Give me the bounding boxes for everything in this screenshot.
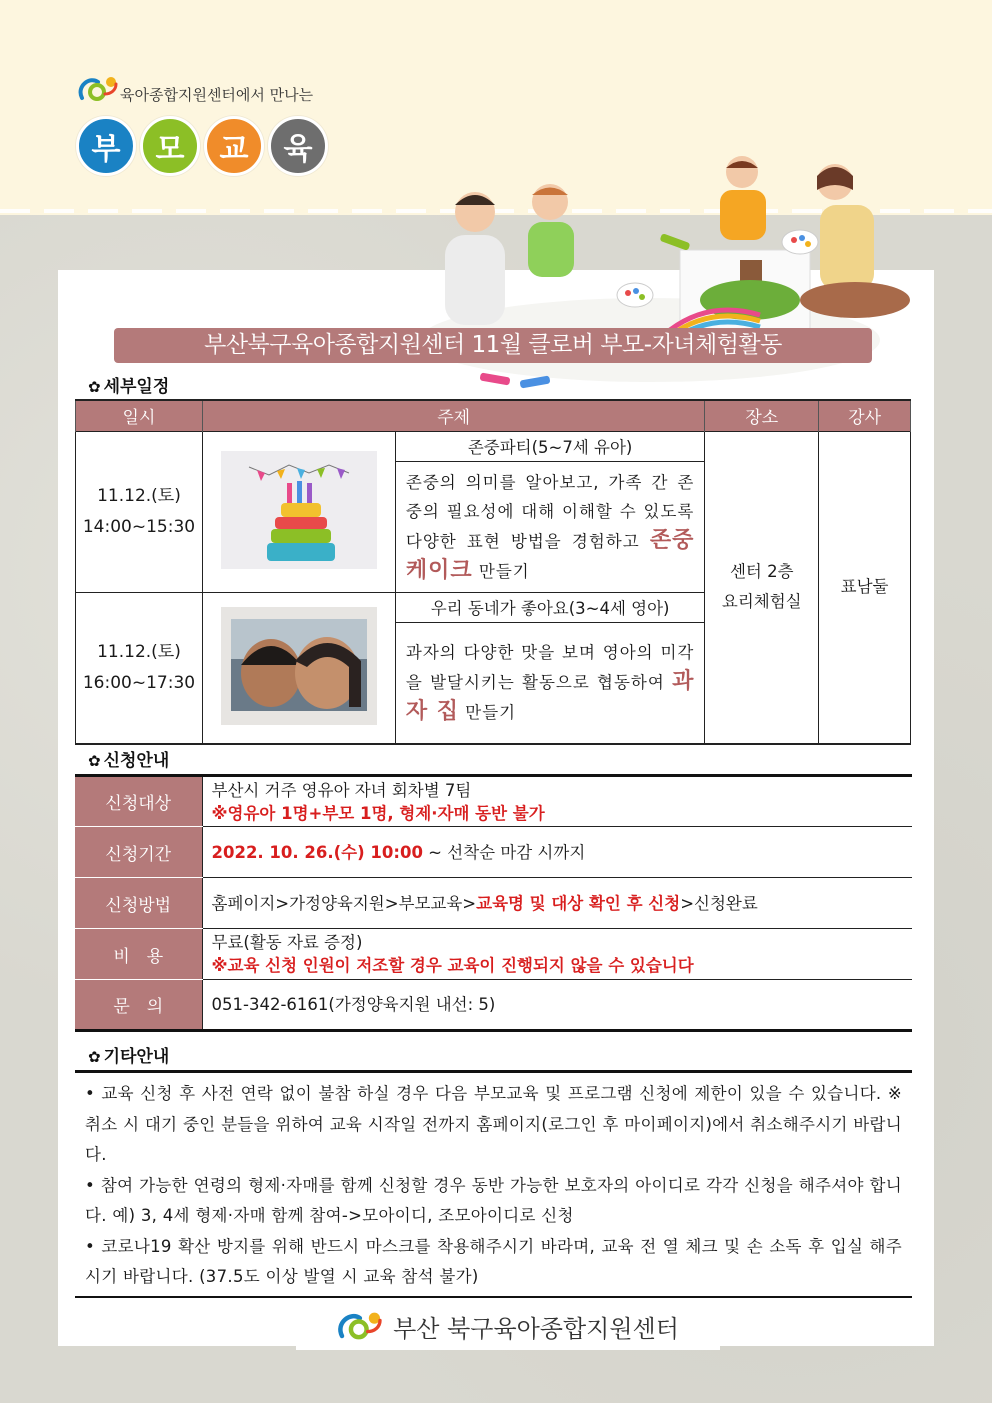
- note-item: • 코로나19 확산 방지를 위해 반드시 마스크를 착용해주시기 바라며, 교육 전 열 체크 및 손 소독 후 입실 해주시기 바랍니다. (37.5도 이상 발열 시 교육 참석 불가): [85, 1236, 902, 1286]
- flower-bullet-icon: ✿: [88, 752, 101, 770]
- flower-bullet-icon: ✿: [88, 378, 101, 396]
- title-circle-4: 육: [268, 116, 328, 176]
- apply-row-target: [75, 776, 912, 827]
- apply-row-cost: [75, 929, 912, 980]
- schedule-row-1: [76, 431, 911, 461]
- apply-label-cost: 비 용: [75, 929, 202, 980]
- apply-value-cost: 무료(활동 자료 증정) ※교육 신청 인원이 저조할 경우 교육이 진행되지 않을 수 있습니다: [202, 929, 912, 980]
- title-circle-1: 부: [76, 116, 136, 176]
- apply-value-contact: 051-342-6161(가정양육지원 내선: 5): [211, 995, 496, 1014]
- col-header-instructor: 강사: [819, 400, 911, 431]
- apply-label-period: 신청기간: [75, 827, 202, 878]
- schedule-header-row: [76, 400, 911, 431]
- session-1-title: 존중파티(5~7세 유아): [395, 431, 704, 461]
- birthday-cake-icon: [221, 451, 377, 569]
- apply-row-contact: [75, 980, 912, 1031]
- apply-row-period: [75, 827, 912, 878]
- col-header-date: 일시: [76, 400, 203, 431]
- apply-value-method: 홈페이지>가정양육지원>부모교육>교육명 및 대상 확인 후 신청>신청완료: [202, 878, 912, 929]
- apply-label-contact: 문 의: [75, 980, 202, 1031]
- title-circle-2: 모: [140, 116, 200, 176]
- footer-org-name: 부산 북구육아종합지원센터: [393, 1314, 679, 1343]
- session-1-datetime: 11.12.(토) 14:00~15:30: [76, 431, 203, 592]
- session-place: 센터 2층 요리체험실: [705, 431, 819, 744]
- session-2-description: 과자의 다양한 맛을 보며 영아의 미각을 발달시키는 활동으로 협동하여 과자 집 만들기: [395, 622, 704, 744]
- session-1-photo: [202, 431, 395, 592]
- title-circle-3: 교: [204, 116, 264, 176]
- apply-heading: ✿ 신청안내: [88, 751, 170, 771]
- apply-row-method: [75, 878, 912, 929]
- session-2-title: 우리 동네가 좋아요(3~4세 영아): [395, 592, 704, 622]
- schedule-table: [75, 399, 911, 745]
- apply-value-period: 2022. 10. 26.(수) 10:00 ~ 선착순 마감 시까지: [202, 827, 912, 878]
- program-title: [76, 116, 328, 176]
- apply-info-table: [75, 774, 912, 1032]
- notes-heading: ✿ 기타안내: [88, 1047, 170, 1067]
- page-title-banner: 부산북구육아종합지원센터 11월 클로버 부모-자녀체험활동: [114, 328, 872, 363]
- note-item: • 교육 신청 후 사전 연락 없이 불참 하실 경우 다음 부모교육 및 프로그램 신청에 제한이 있을 수 있습니다. ※취소 시 대기 중인 분들을 위하여 교육 시작일 전까지 홈페이지(로그인 후 마이페이지)에서 취소해주시기 바랍니다.: [85, 1084, 902, 1164]
- session-2-photo: [202, 592, 395, 744]
- apply-label-method: 신청방법: [75, 878, 202, 929]
- footer: [296, 1302, 720, 1350]
- col-header-place: 장소: [705, 400, 819, 431]
- session-1-description: 존중의 의미를 알아보고, 가족 간 존중의 필요성에 대해 이해할 수 있도록 다양한 표현 방법을 경험하고 존중 케이크 만들기: [395, 461, 704, 592]
- center-logo-icon: [337, 1307, 385, 1345]
- note-item: • 참여 가능한 연령의 형제·자매를 함께 신청할 경우 동반 가능한 보호자의 아이디로 각각 신청을 해주셔야 합니다. 예) 3, 4세 형제·자매 함께 참여->모아이디, 조모아이디로 신청: [85, 1175, 902, 1225]
- center-logo-icon: [78, 72, 120, 106]
- col-header-topic: 주제: [202, 400, 704, 431]
- family-photo-icon: [221, 607, 377, 725]
- flower-bullet-icon: ✿: [88, 1048, 101, 1066]
- session-instructor: 표남둘: [819, 431, 911, 744]
- schedule-heading: ✿ 세부일정: [88, 377, 170, 397]
- apply-value-target: 부산시 거주 영유아 자녀 회차별 7팀 ※영유아 1명+부모 1명, 형제·자매 동반 불가: [202, 776, 912, 827]
- apply-label-target: 신청대상: [75, 776, 202, 827]
- notes-box: [75, 1070, 912, 1298]
- session-2-datetime: 11.12.(토) 16:00~17:30: [76, 592, 203, 744]
- header-subtitle: 육아종합지원센터에서 만나는: [120, 86, 314, 104]
